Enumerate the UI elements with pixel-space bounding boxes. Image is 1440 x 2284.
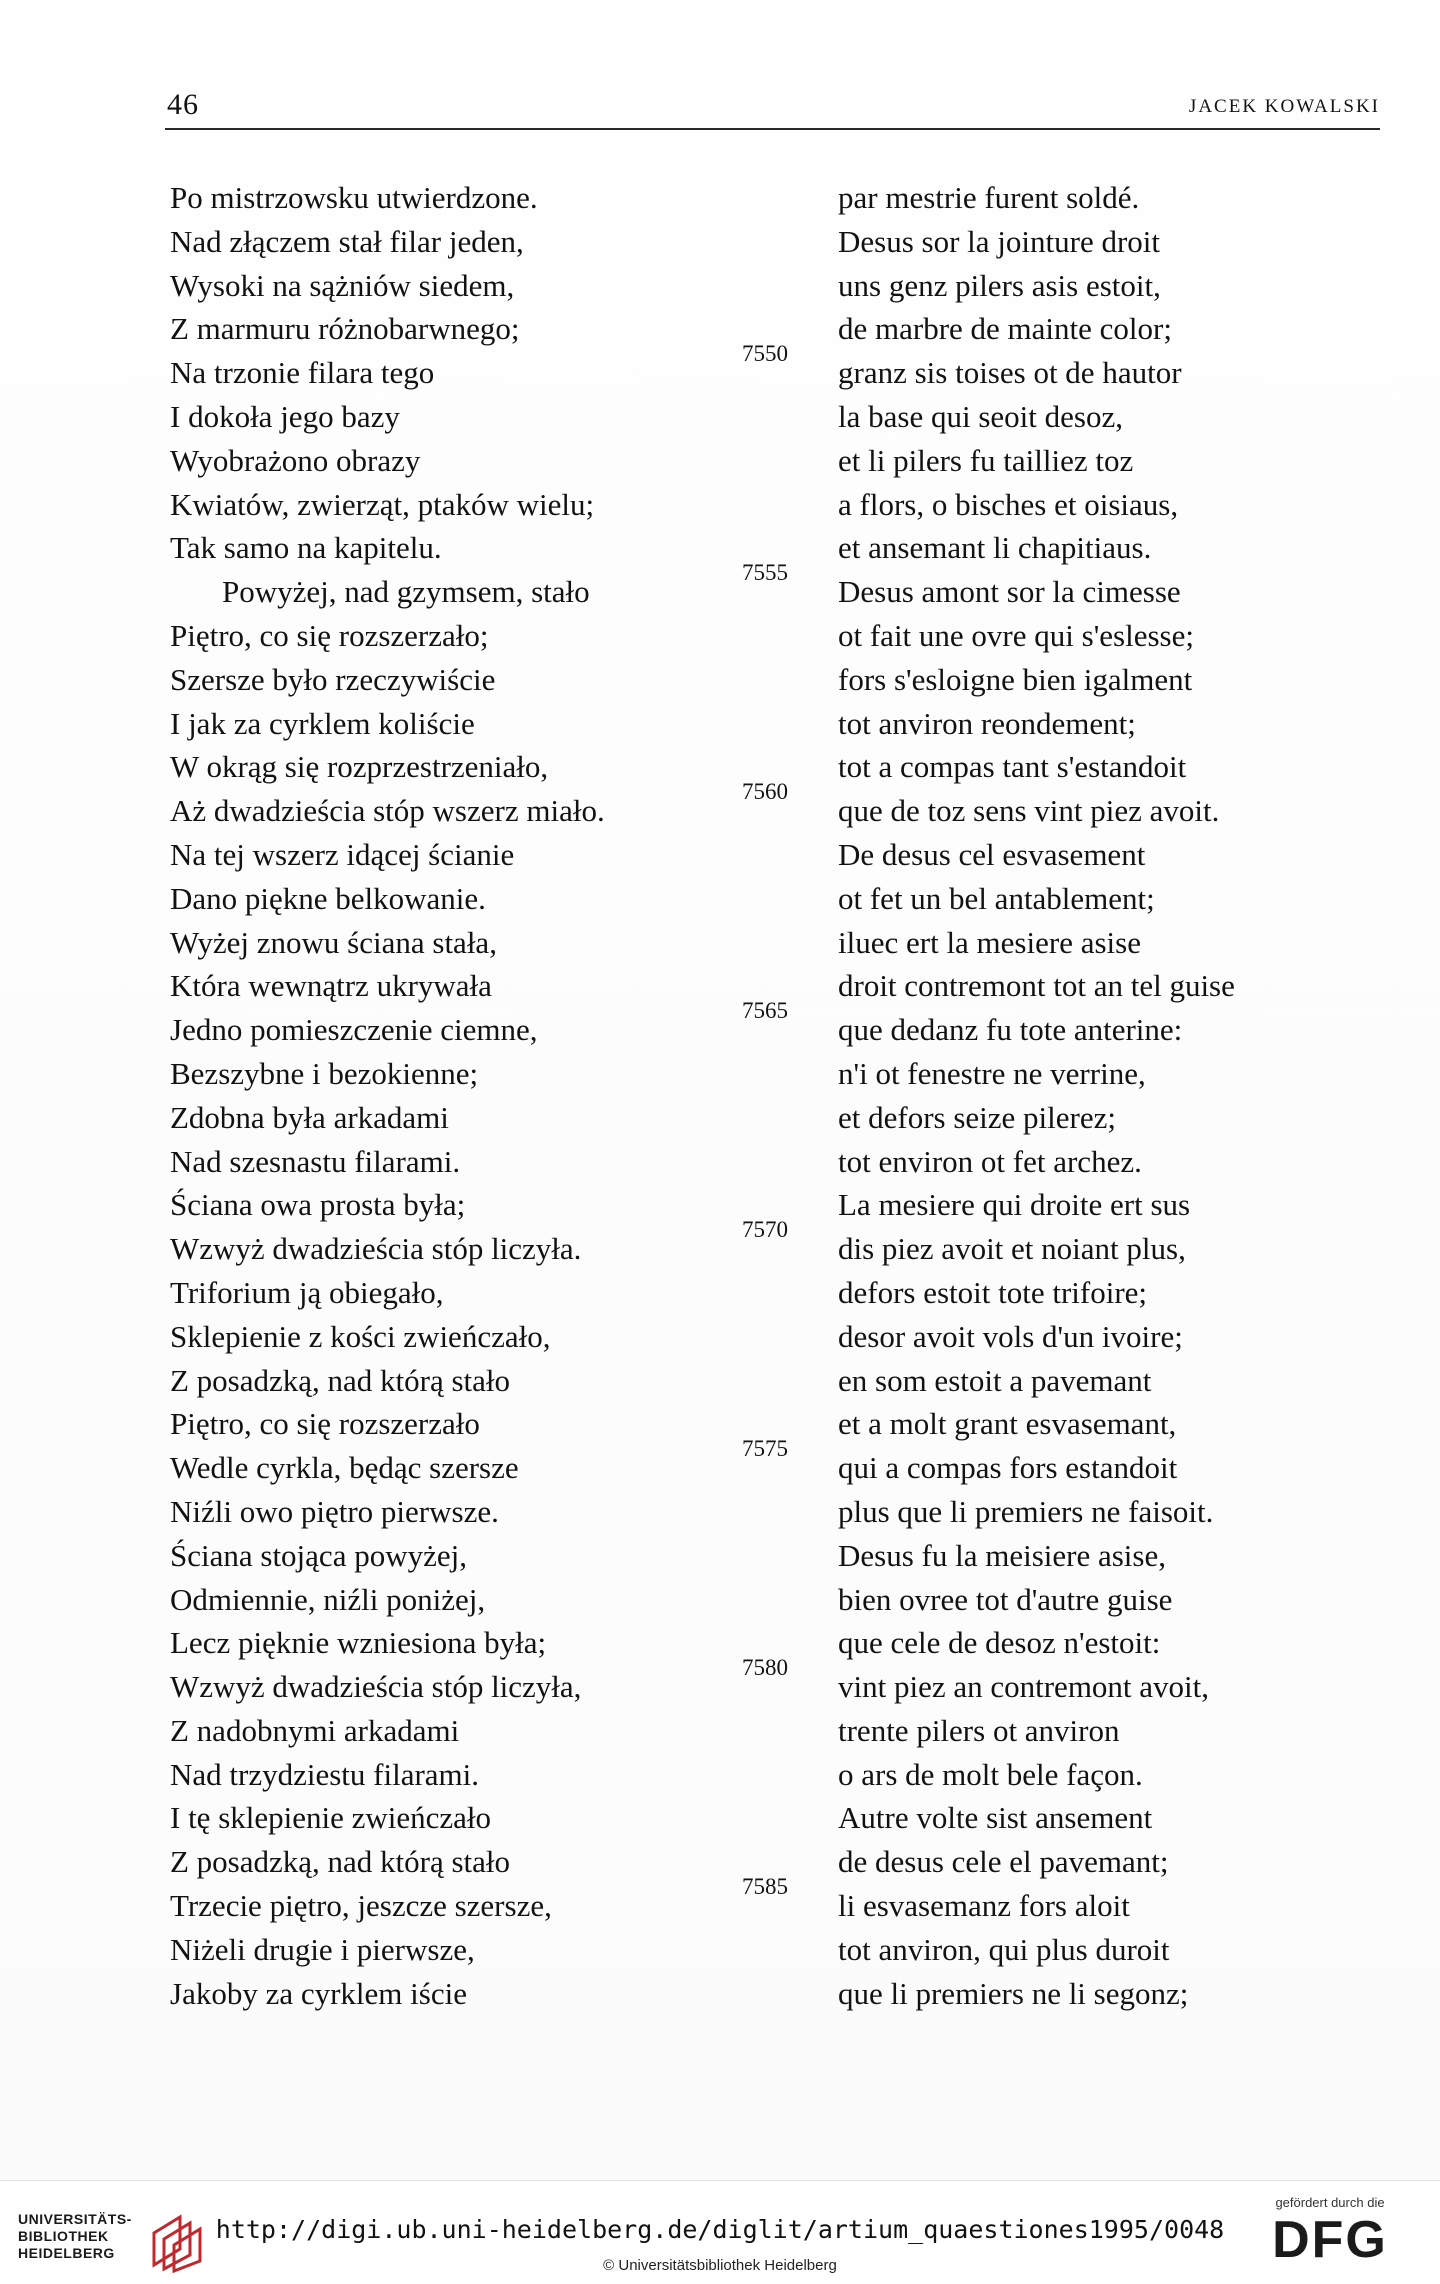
french-verse-line: qui a compas fors estandoit [838, 1450, 1178, 1486]
french-verse-line: que li premiers ne li segonz; [838, 1975, 1189, 2011]
french-verse-line: tot anviron reondement; [838, 705, 1136, 741]
polish-verse-line: Wzwyż dwadzieścia stóp liczyła. [170, 1231, 582, 1267]
french-verse-line: iluec ert la mesiere asise [838, 924, 1141, 960]
polish-verse-line: Bezszybne i bezokienne; [170, 1055, 479, 1091]
french-verse-line: tot environ ot fet archez. [838, 1143, 1142, 1179]
library-name-line: HEIDELBERG [18, 2245, 115, 2261]
verse-line-number: 7560 [742, 779, 788, 805]
polish-verse-line: Wyżej znowu ściana stała, [170, 924, 497, 960]
french-verse-line: que de toz sens vint piez avoit. [838, 793, 1220, 829]
polish-verse-line: Na trzonie filara tego [170, 355, 435, 391]
library-name-line: BIBLIOTHEK [18, 2228, 109, 2244]
polish-verse-line: Jedno pomieszczenie ciemne, [170, 1012, 538, 1048]
french-verse-line: et ansemant li chapitiaus. [838, 530, 1152, 566]
french-verse-line: de marbre de mainte color; [838, 311, 1172, 347]
french-verse-line: la base qui seoit desoz, [838, 398, 1123, 434]
polish-verse-line: Wzwyż dwadzieścia stóp liczyła, [170, 1669, 582, 1705]
french-verse-line: en som estoit a pavemant [838, 1362, 1152, 1398]
page-number: 46 [167, 88, 199, 121]
french-verse-line: et li pilers fu tailliez toz [838, 442, 1134, 478]
dfg-logo: DFG [1272, 2211, 1388, 2269]
french-verse-line: et a molt grant esvasemant, [838, 1406, 1177, 1442]
library-name-line: UNIVERSITÄTS- [18, 2211, 132, 2227]
polish-verse-line: Z marmuru różnobarwnego; [170, 311, 520, 347]
polish-verse-line: Piętro, co się rozszerzało [170, 1406, 480, 1442]
french-verse-line: fors s'esloigne bien igalment [838, 661, 1193, 697]
french-verse-line: a flors, o bisches et oisiaus, [838, 486, 1179, 522]
polish-verse-line: Dano piękne belkowanie. [170, 880, 486, 916]
french-verse-line: tot a compas tant s'estandoit [838, 749, 1187, 785]
polish-verse-line: Nad szesnastu filarami. [170, 1143, 461, 1179]
french-verse-line: o ars de molt bele façon. [838, 1756, 1143, 1792]
french-verse-line: ot fait une ovre qui s'eslesse; [838, 617, 1194, 653]
digitization-footer [0, 2180, 1440, 2284]
polish-verse-line: Ściana stojąca powyżej, [170, 1537, 467, 1573]
french-verse-line: Desus sor la jointure droit [838, 223, 1161, 259]
polish-verse-line: Wysoki na sążniów siedem, [170, 267, 515, 303]
funding-caption: gefördert durch die [1275, 2195, 1385, 2210]
polish-verse-line: Triforium ją obiegało, [170, 1274, 444, 1310]
copyright-notice: © Universitätsbibliothek Heidelberg [603, 2257, 837, 2274]
french-verse-line: plus que li premiers ne faisoit. [838, 1493, 1214, 1529]
french-verse-line: De desus cel esvasement [838, 836, 1146, 872]
verse-line-number: 7555 [742, 560, 788, 586]
old-french-original-column [838, 176, 1235, 2015]
french-verse-line: Desus amont sor la cimesse [838, 574, 1181, 610]
permalink-url[interactable]: http://digi.ub.uni-heidelberg.de/diglit/artium_quaestiones1995/0048 [215, 2215, 1225, 2244]
french-verse-line: vint piez an contremont avoit, [838, 1669, 1210, 1705]
polish-verse-line: Po mistrzowsku utwierdzone. [170, 180, 538, 215]
polish-verse-line: Która wewnątrz ukrywała [170, 968, 492, 1004]
polish-verse-line: Sklepienie z kości zwieńczało, [170, 1318, 551, 1354]
verse-line-number: 7570 [742, 1217, 788, 1243]
french-verse-line: tot anviron, qui plus duroit [838, 1931, 1170, 1967]
polish-verse-line: Wyobrażono obrazy [170, 442, 421, 478]
polish-verse-line: Zdobna była arkadami [170, 1099, 449, 1135]
french-verse-line: desor avoit vols d'un ivoire; [838, 1318, 1183, 1354]
polish-verse-line: Tak samo na kapitelu. [170, 530, 442, 566]
polish-verse-line: W okrąg się rozprzestrzeniało, [170, 749, 549, 785]
polish-verse-line: Szersze było rzeczywiście [170, 661, 496, 697]
french-verse-line: par mestrie furent soldé. [838, 180, 1140, 215]
polish-verse-line: Z nadobnymi arkadami [170, 1712, 460, 1748]
verse-line-number: 7565 [742, 998, 788, 1024]
french-verse-line: que dedanz fu tote anterine: [838, 1012, 1183, 1048]
running-head: JACEK KOWALSKI [1188, 96, 1380, 117]
polish-verse-line: Niżeli drugie i pierwsze, [170, 1931, 475, 1967]
french-verse-line: de desus cele el pavemant; [838, 1844, 1169, 1880]
french-verse-line: li esvasemanz fors aloit [838, 1888, 1130, 1924]
french-verse-line: bien ovree tot d'autre guise [838, 1581, 1173, 1617]
polish-verse-line: Z posadzką, nad którą stało [170, 1844, 511, 1880]
french-verse-line: Autre volte sist ansement [838, 1800, 1153, 1836]
polish-verse-line: Powyżej, nad gzymsem, stało [222, 574, 590, 610]
french-verse-line: granz sis toises ot de hautor [838, 355, 1182, 391]
polish-verse-line: Kwiatów, zwierząt, ptaków wielu; [170, 486, 595, 522]
verse-line-number: 7585 [742, 1874, 788, 1900]
polish-verse-line: Piętro, co się rozszerzało; [170, 617, 489, 653]
polish-verse-line: I tę sklepienie zwieńczało [170, 1800, 492, 1836]
french-verse-line: defors estoit tote trifoire; [838, 1274, 1148, 1310]
french-verse-line: ot fet un bel antablement; [838, 880, 1155, 916]
polish-verse-line: Na tej wszerz idącej ścianie [170, 836, 515, 872]
french-verse-line: et defors seize pilerez; [838, 1099, 1116, 1135]
polish-verse-line: Nad złączem stał filar jeden, [170, 223, 524, 259]
dfg-funding-badge [1250, 2195, 1410, 2275]
french-verse-line: Desus fu la meisiere asise, [838, 1537, 1166, 1573]
french-verse-line: dis piez avoit et noiant plus, [838, 1231, 1186, 1267]
verse-line-number: 7550 [742, 341, 788, 367]
french-verse-line: La mesiere qui droite ert sus [838, 1187, 1191, 1223]
polish-verse-line: Wedle cyrkla, będąc szersze [170, 1450, 519, 1486]
french-verse-line: trente pilers ot anviron [838, 1712, 1120, 1748]
polish-verse-line: Ściana owa prosta była; [170, 1187, 466, 1223]
polish-verse-line: Odmiennie, niźli poniżej, [170, 1581, 486, 1617]
french-verse-line: n'i ot fenestre ne verrine, [838, 1055, 1146, 1091]
polish-verse-line: I dokoła jego bazy [170, 398, 400, 434]
polish-verse-line: Niźli owo piętro pierwsze. [170, 1493, 499, 1529]
page-header [165, 84, 1380, 130]
verse-line-number: 7575 [742, 1436, 788, 1462]
polish-verse-line: Nad trzydziestu filarami. [170, 1756, 480, 1792]
polish-verse-line: Z posadzką, nad którą stało [170, 1362, 511, 1398]
polish-verse-line: Lecz pięknie wzniesiona była; [170, 1625, 547, 1661]
polish-verse-line: Jakoby za cyrklem iście [170, 1975, 467, 2011]
polish-verse-line: I jak za cyrklem koliście [170, 705, 475, 741]
polish-translation-column [170, 176, 605, 2015]
polish-verse-line: Trzecie piętro, jeszcze szersze, [170, 1888, 552, 1924]
polish-verse-line: Aż dwadzieścia stóp wszerz miało. [170, 793, 605, 829]
verse-line-number: 7580 [742, 1655, 788, 1681]
french-verse-line: que cele de desoz n'estoit: [838, 1625, 1161, 1661]
french-verse-line: droit contremont tot an tel guise [838, 968, 1235, 1004]
french-verse-line: uns genz pilers asis estoit, [838, 267, 1161, 303]
